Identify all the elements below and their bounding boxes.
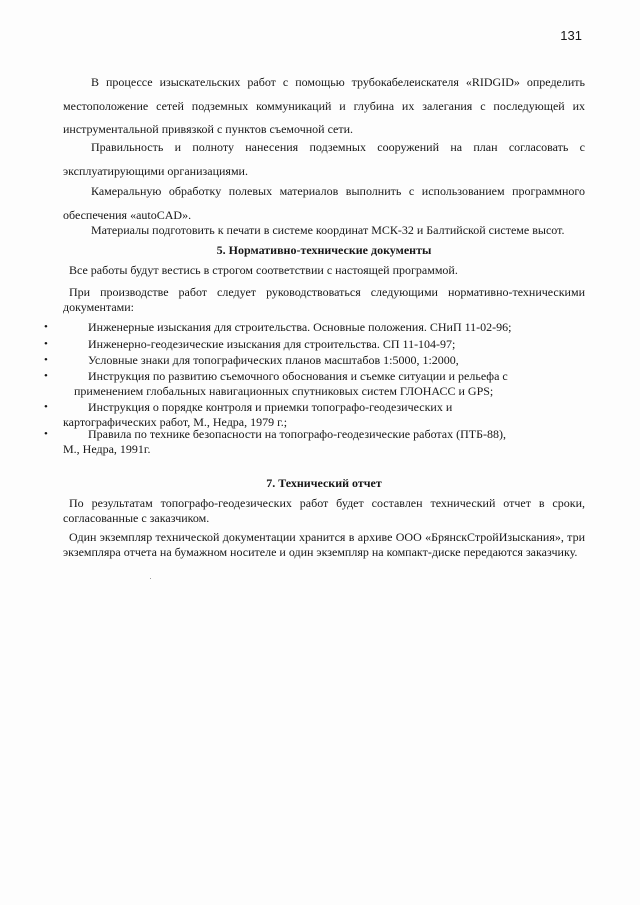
bullet-icon: •: [44, 428, 48, 440]
list-item: • Инструкция о порядке контроля и приемки топографо-геодезических и картографических работ, М., Недра, 1979 г.;: [44, 400, 453, 429]
scan-speck: [150, 578, 151, 579]
bullet-icon: •: [44, 354, 48, 366]
section-5-heading: 5. Нормативно-технические документы: [216, 243, 432, 257]
section-7-heading: 7. Технический отчет: [266, 476, 382, 490]
section-7-archive-paragraph: Один экземпляр технической документации хранится в архиве ООО «БрянскСтройИзыскания», три экземпляра отчета на бумажном носителе и один экземпляр на компакт-диске передаются заказчику.: [63, 530, 585, 559]
paragraph-coordinates: Материалы подготовить к печати в системе координат МСК-32 и Балтийской системе высот.: [91, 223, 565, 237]
section-5-documents-intro: При производстве работ следует руководствоваться следующими нормативно-техническими документами:: [63, 285, 585, 314]
paragraph-agreement: Правильность и полноту нанесения подземных сооружений на план согласовать с эксплуатирующими организациями.: [63, 140, 585, 178]
paragraph-autocad: Камеральную обработку полевых материалов выполнить с использованием программного обеспечения «autoCAD».: [63, 184, 585, 222]
section-7-report-paragraph: По результатам топографо-геодезических работ будет составлен технический отчет в сроки, согласованные с заказчиком.: [63, 496, 585, 525]
bullet-icon: •: [44, 401, 48, 413]
list-item: • Правила по технике безопасности на топографо-геодезические работах (ПТБ-88), М., Недра, 1991г.: [44, 427, 506, 456]
list-item: • Условные знаки для топографических планов масштабов 1:5000, 1:2000,: [44, 353, 459, 367]
bullet-icon: •: [44, 338, 48, 350]
list-item: • Инструкция по развитию съемочного обоснования и съемке ситуации и рельефа с применением глобальных навигационных спутниковых систем ГЛОНАСС и GPS;: [44, 369, 508, 398]
paragraph-ridgid: В процессе изыскательских работ с помощью трубокабелеискателя «RIDGID» определить местоположение сетей подземных коммуникаций и глубина их залегания с последующей их инструментальной привязкой с пунктов съемочной сети.: [63, 75, 585, 136]
list-item: • Инженерные изыскания для строительства. Основные положения. СНиП 11-02-96;: [44, 320, 512, 334]
bullet-icon: •: [44, 321, 48, 333]
section-5-intro: Все работы будут вестись в строгом соответствии с настоящей программой.: [69, 263, 458, 277]
page-number: 131: [560, 28, 582, 43]
list-item: • Инженерно-геодезические изыскания для строительства. СП 11-104-97;: [44, 337, 456, 351]
bullet-icon: •: [44, 370, 48, 382]
